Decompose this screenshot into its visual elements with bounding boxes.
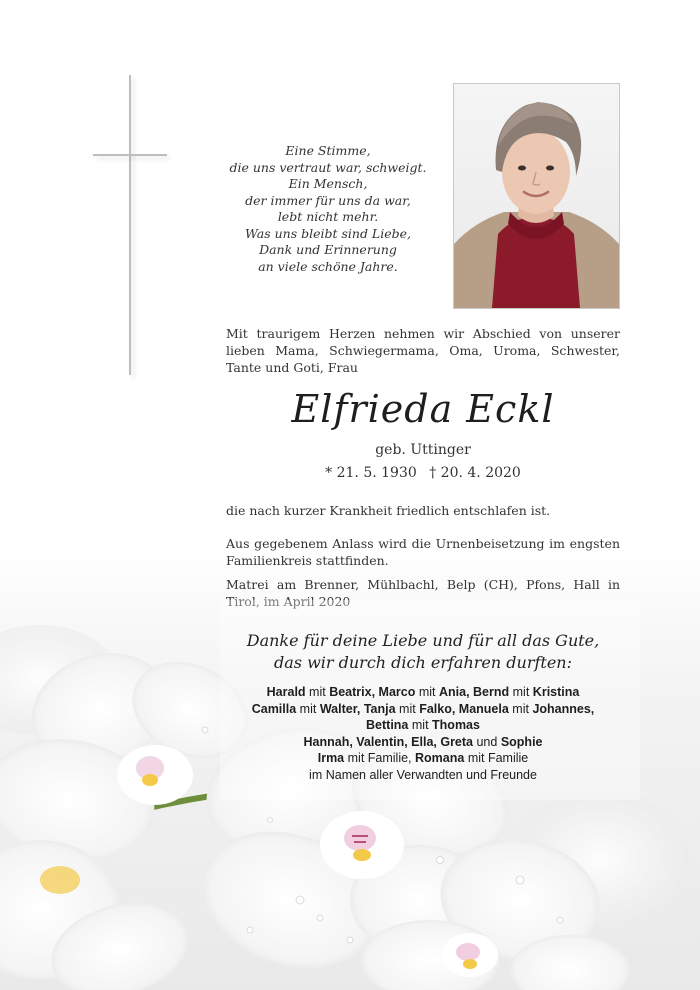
family-connector: mit <box>411 718 429 732</box>
portrait-photo <box>453 83 620 309</box>
family-line <box>226 717 620 734</box>
deceased-name: Elfrieda Eckl <box>291 387 555 431</box>
family-name: Falko, Manuela <box>419 701 509 716</box>
family-connector: mit <box>309 685 326 699</box>
family-connector: mit <box>299 701 317 716</box>
portrait-illustration <box>454 84 619 308</box>
family-name: Johannes, <box>532 701 595 716</box>
family-name: Kristina <box>532 685 580 699</box>
poem-line: die uns vertraut war, schweigt. <box>229 159 427 175</box>
passing-text: die nach kurzer Krankheit friedlich entschlafen ist. <box>226 503 551 518</box>
cross-horizontal-bar <box>93 154 167 156</box>
family-connector: mit <box>418 685 436 699</box>
family-connector: mit <box>399 701 416 716</box>
poem-line: an viele schöne Jahre. <box>258 258 398 274</box>
birth-name: geb. Uttinger <box>375 442 471 458</box>
thanks-line-1: Danke für deine Liebe und für all das Gute, <box>246 631 600 650</box>
family-connector: mit Familie <box>467 751 529 765</box>
death-date: † 20. 4. 2020 <box>429 465 521 481</box>
family-line <box>226 734 620 751</box>
funeral-text: Aus gegebenem Anlass wird die Urnenbeisetzung im engsten Familienkreis stattfinden. <box>226 536 620 568</box>
life-dates <box>226 465 620 481</box>
family-name: Thomas <box>432 718 480 732</box>
orchid-bottom-left <box>0 840 199 990</box>
intro-text: Mit traurigem Herzen nehmen wir Abschied von unserer lieben Mama, Schwiegermama, Oma, Uroma, Schwester, Tante und Goti, Frau <box>226 326 620 375</box>
family-name: Camilla <box>251 701 297 716</box>
poem-line: lebt nicht mehr. <box>277 209 379 224</box>
family-list <box>226 684 620 783</box>
family-line <box>226 750 620 767</box>
family-connector: mit Familie, <box>347 751 412 765</box>
family-name: Romana <box>415 751 465 765</box>
poem-line: Eine Stimme, <box>285 143 371 158</box>
poem-line: Dank und Erinnerung <box>259 242 397 257</box>
birth-date: * 21. 5. 1930 <box>325 465 417 481</box>
thanks-line-2: das wir durch dich erfahren durften: <box>274 653 572 672</box>
family-connector: mit <box>512 701 529 716</box>
family-name: Walter, Tanja <box>319 701 396 716</box>
family-line <box>226 684 620 701</box>
family-name: Ania, Bernd <box>439 685 510 699</box>
poem-line: der immer für uns da war, <box>245 192 411 208</box>
family-line <box>226 701 620 718</box>
places-text: Matrei am Brenner, Mühlbachl, Belp (CH), Pfons, Hall in Tirol, im April 2020 <box>226 577 620 609</box>
family-name: Harald <box>266 685 306 699</box>
family-name: Sophie <box>500 734 543 749</box>
family-connector: mit <box>512 685 530 699</box>
family-name: Irma <box>317 751 345 765</box>
cross-vertical-bar <box>129 75 131 375</box>
poem-line: Was uns bleibt sind Liebe, <box>245 225 411 241</box>
thanks-text <box>226 630 620 674</box>
family-connector: und <box>476 734 498 749</box>
family-closing: im Namen aller Verwandten und Freunde <box>309 767 537 782</box>
family-name: Bettina <box>366 718 409 732</box>
family-name: Hannah, Valentin, Ella, Greta <box>303 734 473 749</box>
family-name: Beatrix, Marco <box>329 685 416 699</box>
poem-line: Ein Mensch, <box>288 176 368 191</box>
poem <box>222 143 434 275</box>
